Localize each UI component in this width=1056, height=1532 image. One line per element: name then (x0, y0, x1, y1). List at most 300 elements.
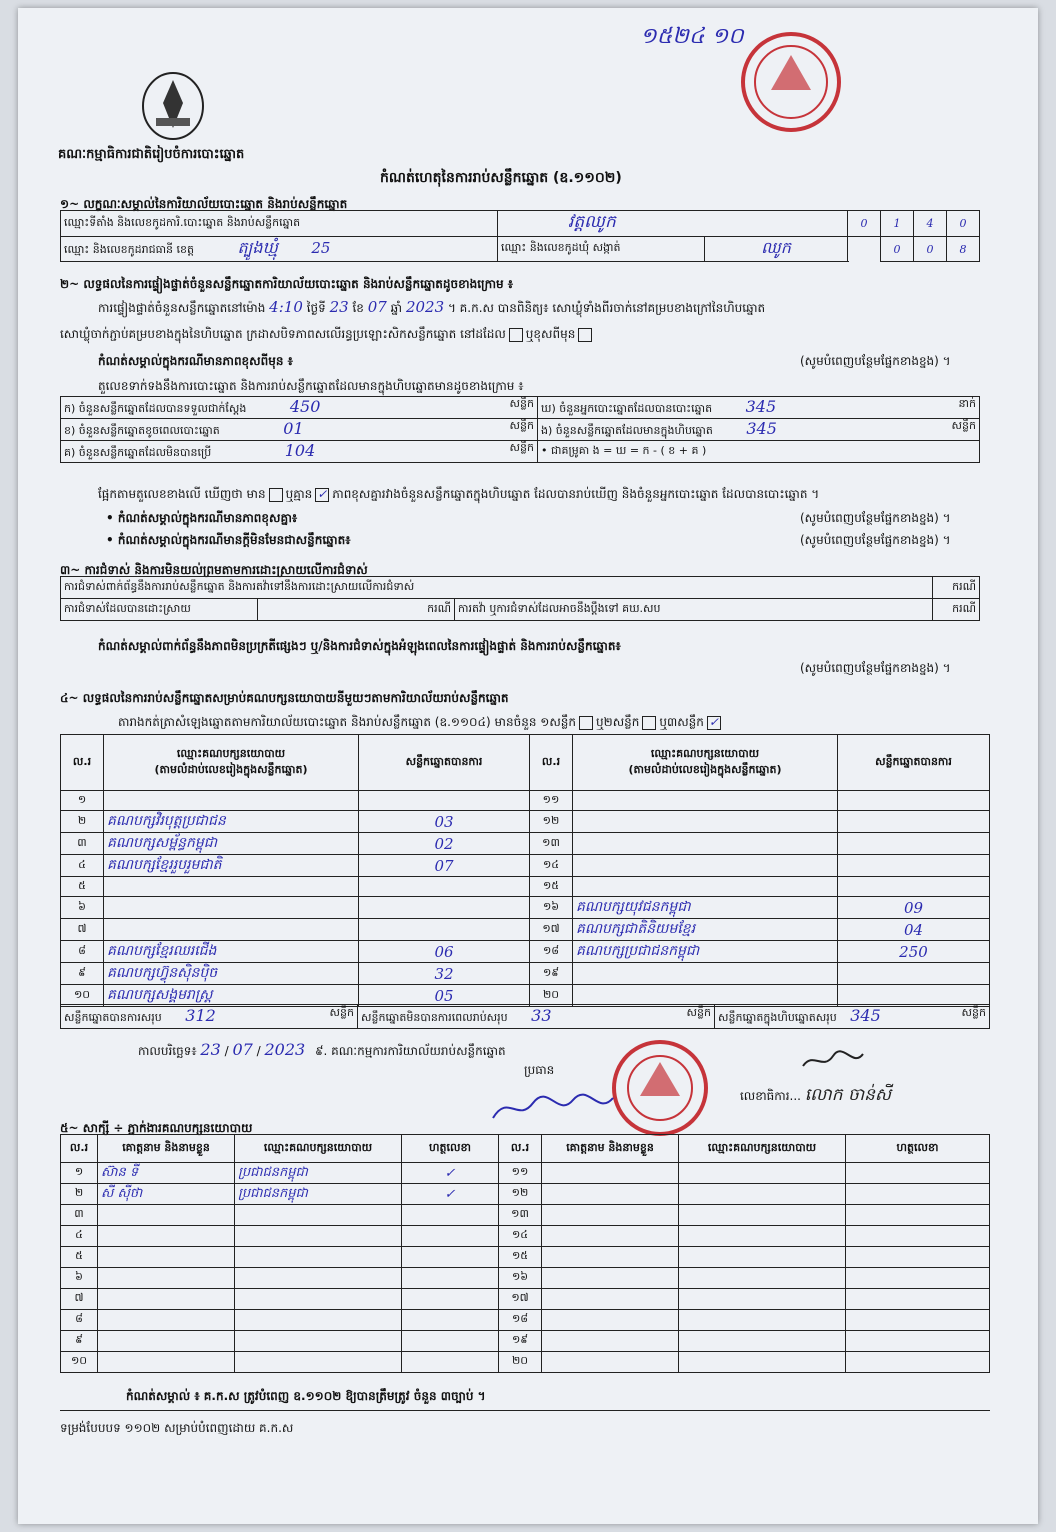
figure-b-value: 01 (283, 419, 304, 438)
row-no: ១០ (61, 985, 104, 1007)
row-no: ៨ (61, 941, 104, 963)
party-name (573, 855, 838, 877)
tally-two-label: ឬ២សន្លឹក (596, 715, 640, 729)
party-name: គណបក្សសម្ព័ន្ធកម្ពុជា (104, 833, 359, 855)
irregularity-note: កំណត់សម្គាល់ពាក់ព័ន្ធនឹងភាពមិនប្រក្រតីផ្សេងៗ ឬ/និងការជំទាស់ក្នុងអំឡុងពេលនៃការផ្ទៀងផ្ទាត់ និងការរាប់សន្លឹកឆ្នោត៖ (98, 639, 621, 653)
discrepancy-line (98, 486, 819, 504)
footer-form-id: ទម្រង់បែបបទ ១១០២ សម្រាប់បំពេញដោយ គ.ក.ស (60, 1421, 294, 1435)
witness-party (679, 1331, 846, 1352)
witness-signature (402, 1331, 499, 1352)
commune-code-2: 0 (914, 237, 947, 262)
table-row (61, 1205, 990, 1226)
witness-party (235, 1205, 402, 1226)
verif-month: 07 (367, 298, 387, 316)
witness-no: ២ (61, 1184, 98, 1205)
witness-no: ៨ (61, 1310, 98, 1331)
figure-a-value: 450 (289, 397, 321, 416)
table-row (61, 941, 990, 963)
party-name: គណបក្សយុវជនកម្ពុជា (573, 897, 838, 919)
location-value: វត្តឈូក (498, 211, 848, 237)
objections-resolved: ការជំទាស់ដែលបានដោះស្រាយ (61, 599, 258, 621)
form-title: កំណត់ហេតុនៃការរាប់សន្លឹកឆ្នោត (ឧ.១១០២) (380, 170, 622, 186)
party-votes (838, 877, 990, 897)
party-name: គណបក្សខ្មែរឈរជើង (104, 941, 359, 963)
figure-d-value: 345 (745, 397, 777, 416)
total-invalid-label: សន្លឹកឆ្នោតមិនបានការពេលរាប់សរុប (361, 1011, 508, 1024)
section1-title: ១~ លក្ខណៈសម្គាល់នៃការិយាល័យបោះឆ្នោត និងរាប់សន្លឹកឆ្នោត (60, 197, 348, 211)
witness-party (679, 1352, 846, 1373)
commune-value: ឈូក (705, 237, 848, 262)
objections-row1: ការជំទាស់ពាក់ព័ន្ធនឹងការរាប់សន្លឹកឆ្នោត និងការតវ៉ាទៅនឹងការដោះស្រាយលើការជំទាស់ (61, 577, 933, 599)
figure-d-unit: នាក់ (958, 397, 976, 410)
witness-signature (846, 1247, 990, 1268)
figure-a-unit: សន្លឹក (509, 397, 534, 410)
chair-label: ប្រធាន (524, 1063, 555, 1077)
witness-signature (846, 1226, 990, 1247)
witness-no: ៧ (61, 1289, 98, 1310)
party-name (573, 791, 838, 811)
witness-no: ១៤ (499, 1226, 542, 1247)
location-code-2: 1 (881, 211, 914, 237)
party-name: គណបក្សជាតិនិយមខ្មែរ (573, 919, 838, 941)
figure-a-label: ក) ចំនួនសន្លឹកឆ្នោតដែលបានទទួលជាក់ស្តែង (64, 402, 247, 415)
witness-signature (846, 1352, 990, 1373)
party-name (104, 791, 359, 811)
red-seal-top (736, 30, 846, 135)
table-row (61, 1163, 990, 1184)
location-code-3: 4 (914, 211, 947, 237)
location-code-4: 0 (947, 211, 980, 237)
table-row (61, 1289, 990, 1310)
verif-time-label: ការផ្ទៀងផ្ទាត់ចំនួនសន្លឹកឆ្នោតនៅម៉ោង (98, 301, 266, 315)
party-votes (359, 791, 530, 811)
table-row (61, 1268, 990, 1289)
note-fill-2: (សូមបំពេញបន្ថែមផ្នែកខាងខ្នង) ។ (800, 511, 951, 525)
table-row (61, 877, 990, 897)
col-party-right-text: ឈ្មោះគណបក្សនយោបាយ (650, 746, 760, 760)
witness-party (235, 1268, 402, 1289)
row-no: ៣ (61, 833, 104, 855)
witness-signature (846, 1205, 990, 1226)
figure-d (538, 397, 980, 419)
party-name (573, 811, 838, 833)
footer-note: កំណត់សម្គាល់ ៖ គ.ក.ស ត្រូវបំពេញ ឧ.១១០២ ឱ្យបានត្រឹមត្រូវ ចំនួន ៣ច្បាប់ ។ (126, 1389, 486, 1403)
commune-label: ឈ្មោះ និងលេខកូដឃុំ សង្កាត់ (498, 237, 705, 262)
note-fill-4: (សូមបំពេញបន្ថែមផ្នែកខាងខ្នង) ។ (800, 661, 951, 675)
row-no: ១៣ (530, 833, 573, 855)
witness-name (98, 1289, 235, 1310)
witness-signature: ✓ (402, 1184, 499, 1205)
party-votes: 05 (359, 985, 530, 1007)
figure-b-unit: សន្លឹក (509, 419, 534, 432)
row-no: ១២ (530, 811, 573, 833)
figures-intro: តួលេខទាក់ទងនឹងការបោះឆ្នោត និងការរាប់សន្លឹកឆ្នោតដែលមានក្នុងហិបឆ្នោតមានដូចខាងក្រោម ៖ (98, 379, 524, 393)
witness-no: ១៥ (499, 1247, 542, 1268)
section4-title: ៤~ លទ្ធផលនៃការរាប់សន្លឹកឆ្នោតសម្រាប់គណបក្សនយោបាយនីមួយៗតាមការិយាល័យរាប់សន្លឹកឆ្នោត (60, 691, 509, 705)
section5-title: ៥~ សាក្សី ÷ ភ្នាក់ងារគណបក្សនយោបាយ (60, 1121, 253, 1135)
witness-party: ប្រជាជនកម្ពុជា (235, 1184, 402, 1205)
note-discrepancy: • កំណត់សម្គាល់ក្នុងករណីមានភាពខុសគ្នា៖ (106, 511, 298, 525)
witness-party (679, 1289, 846, 1310)
figures-row (61, 397, 980, 419)
table-row (61, 855, 990, 877)
note-diff-label: កំណត់សម្គាល់ក្នុងករណីមានភាពខុសពីមុន ៖ (98, 354, 293, 368)
date-line: កាលបរិច្ឆេទ៖ 23 / 07 / 2023 ៩. គណៈកម្មការការិយាល័យរាប់សន្លឹកឆ្នោត (138, 1040, 506, 1059)
party-name (573, 833, 838, 855)
witness-no: ៥ (61, 1247, 98, 1268)
secretary-label: លេខាធិការ (740, 1089, 790, 1103)
w-col-no-right: ល.រ (499, 1135, 542, 1163)
date-day: 23 (200, 1040, 221, 1059)
witness-name (542, 1289, 679, 1310)
form-sheet (18, 8, 1038, 1524)
figure-a (61, 397, 538, 419)
location-label: ឈ្មោះទីតាំង និងលេខកូដការិ.បោះឆ្នោត និងរាប់សន្លឹកឆ្នោត (61, 211, 498, 237)
row-no: ៥ (61, 877, 104, 897)
lock-line (60, 326, 595, 344)
table-row (61, 811, 990, 833)
witness-no: ១៦ (499, 1268, 542, 1289)
total-valid-value: 312 (185, 1006, 216, 1025)
witness-party (235, 1289, 402, 1310)
tally-three-checkbox[interactable]: ✓ (708, 714, 719, 729)
org-name: គណៈកម្មាធិការជាតិរៀបចំការបោះឆ្នោត (58, 147, 245, 162)
row-no: ២០ (530, 985, 573, 1007)
secretary-signature (798, 1046, 868, 1076)
discrepancy-no-checkbox[interactable]: ✓ (317, 486, 328, 501)
witness-name (542, 1247, 679, 1268)
lock-line-text: សោឃ្លុំចាក់ភ្ជាប់គម្របខាងក្នុងនៃហិបឆ្នោត ក្រដាសបិទភាពសលើរន្ធប្រឡោះសិកសន្លឹកឆ្នោត នៅដដែល (60, 327, 506, 341)
party-votes (838, 855, 990, 877)
w-col-name-right: គោត្តនាម និងនាមខ្លួន (542, 1135, 679, 1163)
col-party-right (573, 735, 838, 791)
figure-b-label: ខ) ចំនួនសន្លឹកឆ្នោតខូចពេលបោះឆ្នោត (64, 424, 220, 437)
table-row (61, 1184, 990, 1205)
witness-party (235, 1247, 402, 1268)
party-votes (359, 897, 530, 919)
location-code-1: 0 (848, 211, 881, 237)
province-value: ត្បូងឃ្មុំ (237, 238, 278, 257)
party-name (104, 877, 359, 897)
witness-no: ១ (61, 1163, 98, 1184)
witness-name: សី ស៊ីថា (98, 1184, 235, 1205)
verif-line-rest: ។ គ.ក.ស បានពិនិត្យ៖ សោឃ្លុំទាំងពីរចាក់នៅគម្របខាងក្រៅនៃហិបឆ្នោត (447, 301, 766, 315)
party-name: គណបក្សខ្មែររួបរួមជាតិ (104, 855, 359, 877)
table-row (61, 963, 990, 985)
party-name (573, 963, 838, 985)
committee-label: ៩. គណៈកម្មការការិយាល័យរាប់សន្លឹកឆ្នោត (315, 1044, 506, 1058)
witness-name (542, 1226, 679, 1247)
figures-row (61, 441, 980, 463)
witness-party (679, 1247, 846, 1268)
party-votes: 250 (838, 941, 990, 963)
objections-case-2: ករណី (258, 599, 455, 621)
figures-row (61, 419, 980, 441)
chair-signature (488, 1088, 618, 1128)
table-row (61, 1331, 990, 1352)
witness-signature (846, 1289, 990, 1310)
date-month: 07 (232, 1040, 253, 1059)
witness-name (98, 1268, 235, 1289)
witness-signature (846, 1310, 990, 1331)
party-name (573, 877, 838, 897)
objections-appeal: ការតវ៉ា ឬការជំទាស់ដែលអាចនឹងប្តឹងទៅ គឃ.សប (455, 599, 933, 621)
discrepancy-yes-label: ផ្អែកតាមតួលេខខាងលើ ឃើញថា មាន (98, 487, 266, 501)
witness-no: ២០ (499, 1352, 542, 1373)
note-fill-1: (សូមបំពេញបន្ថែមផ្នែកខាងខ្នង) ។ (800, 354, 951, 368)
witness-no: ១០ (61, 1352, 98, 1373)
witness-signature (402, 1310, 499, 1331)
date-year: 2023 (264, 1040, 306, 1059)
tally-two-checkbox[interactable] (642, 716, 656, 730)
table-row (61, 1352, 990, 1373)
witness-signature (846, 1268, 990, 1289)
witness-no: ១៧ (499, 1289, 542, 1310)
different-checkbox[interactable] (578, 328, 592, 342)
same-checkbox[interactable] (509, 328, 523, 342)
secretary-line: លេខាធិការ... លោក ចាន់សី (740, 1085, 892, 1105)
verif-year-label: ឆ្នាំ (390, 301, 403, 315)
party-name (104, 897, 359, 919)
col-votes-left: សន្លឹកឆ្នោតបានការ (359, 735, 530, 791)
row-no: ១៩ (530, 963, 573, 985)
witness-no: ៦ (61, 1268, 98, 1289)
witness-name (542, 1163, 679, 1184)
w-col-sign-left: ហត្ថលេខា (402, 1135, 499, 1163)
party-votes (838, 833, 990, 855)
party-name: គណបក្សហ៊្វុនស៊ិនប៉ិច (104, 963, 359, 985)
col-no-right: ល.រ (530, 735, 573, 791)
witness-no: ៣ (61, 1205, 98, 1226)
table-row (61, 1226, 990, 1247)
witness-signature (402, 1352, 499, 1373)
province-label (61, 237, 498, 262)
witness-name (542, 1205, 679, 1226)
witness-party: ប្រជាជនកម្ពុជា (235, 1163, 402, 1184)
figure-c-value: 104 (284, 441, 316, 460)
total-box-value: 345 (850, 1006, 881, 1025)
figure-d-label: ឃ) ចំនួនអ្នកបោះឆ្នោតដែលបានបោះឆ្នោត (541, 402, 713, 415)
objections-case-3: ករណី (932, 599, 979, 621)
witness-signature (402, 1205, 499, 1226)
tally-three-label: ឬ៣សន្លឹក (659, 715, 704, 729)
secretary-name: លោក ចាន់សី (804, 1085, 892, 1105)
total-box (715, 1005, 990, 1029)
table-row (61, 897, 990, 919)
col-party-left-text: ឈ្មោះគណបក្សនយោបាយ (176, 746, 286, 760)
witness-signature (402, 1289, 499, 1310)
province-code: 25 (311, 239, 331, 257)
witness-no: ១៨ (499, 1310, 542, 1331)
verif-year: 2023 (405, 298, 445, 316)
note-nonballot: • កំណត់សម្គាល់ក្នុងករណីមានក្តីមិនមែនជាសន្លឹកឆ្នោត៖ (106, 533, 351, 547)
party-votes: 06 (359, 941, 530, 963)
row-no: ២ (61, 811, 104, 833)
figure-c (61, 441, 538, 463)
party-votes: 02 (359, 833, 530, 855)
w-col-no-left: ល.រ (61, 1135, 98, 1163)
discrepancy-no-label: ឬគ្មាន (285, 487, 313, 501)
verif-month-label: ខែ (352, 301, 364, 315)
party-name: គណបក្សប្រជាជនកម្ពុជា (573, 941, 838, 963)
figure-c-label: គ) ចំនួនសន្លឹកឆ្នោតដែលមិនបានប្រើ (64, 446, 212, 459)
row-no: ១៨ (530, 941, 573, 963)
witness-name (98, 1247, 235, 1268)
witness-name (542, 1184, 679, 1205)
total-invalid-value: 33 (531, 1006, 552, 1025)
party-votes (838, 791, 990, 811)
total-invalid-unit: សន្លឹក (686, 1006, 711, 1019)
witness-signature (846, 1163, 990, 1184)
witness-signature (402, 1268, 499, 1289)
witness-signature (402, 1226, 499, 1247)
row-no: ១៧ (530, 919, 573, 941)
discrepancy-yes-checkbox[interactable] (269, 488, 283, 502)
w-col-party-right: ឈ្មោះគណបក្សនយោបាយ (679, 1135, 846, 1163)
witness-party (235, 1226, 402, 1247)
witness-party (679, 1226, 846, 1247)
witness-name (542, 1310, 679, 1331)
verif-time: 4:10 (269, 298, 303, 316)
row-no: ១៥ (530, 877, 573, 897)
table-row (61, 833, 990, 855)
verif-day: 23 (329, 298, 349, 316)
witness-table (60, 1134, 990, 1373)
figure-e (538, 419, 980, 441)
note-fill-3: (សូមបំពេញបន្ថែមផ្នែកខាងខ្នង) ។ (800, 533, 951, 547)
discrepancy-text: ភាពខុសគ្នារវាងចំនួនសន្លឹកឆ្នោតក្នុងហិបឆ្នោត ដែលបានរាប់ឃើញ និងចំនួនអ្នកបោះឆ្នោត ដែលបានបោះឆ្នោត ។ (332, 487, 820, 501)
total-valid-label: សន្លឹកឆ្នោតបានការសរុប (64, 1011, 162, 1024)
witness-party (679, 1184, 846, 1205)
witness-name (98, 1331, 235, 1352)
witness-no: ១២ (499, 1184, 542, 1205)
total-invalid (358, 1005, 715, 1029)
witness-party (679, 1310, 846, 1331)
party-votes (359, 919, 530, 941)
witness-no: ១១ (499, 1163, 542, 1184)
witness-name: ស៊ាន ទី (98, 1163, 235, 1184)
section2-title: ២~ លទ្ធផលនៃការផ្ទៀងផ្ទាត់ចំនួនសន្លឹកឆ្នោតការិយាល័យបោះឆ្នោត និងរាប់សន្លឹកឆ្នោតដូចខាងក្រោម ៖ (60, 277, 514, 291)
total-valid (61, 1005, 358, 1029)
table-row (61, 1310, 990, 1331)
row-no: ៧ (61, 919, 104, 941)
witness-name (98, 1310, 235, 1331)
row-no: ៩ (61, 963, 104, 985)
w-col-party-left: ឈ្មោះគណបក្សនយោបាយ (235, 1135, 402, 1163)
witness-signature (402, 1247, 499, 1268)
witness-name (542, 1331, 679, 1352)
commune-code-3: 8 (947, 237, 980, 262)
total-valid-unit: សន្លឹក (329, 1006, 354, 1019)
table-row (61, 1247, 990, 1268)
section1-table (60, 210, 980, 262)
party-votes: 32 (359, 963, 530, 985)
party-votes (359, 877, 530, 897)
w-col-sign-right: ហត្ថលេខា (846, 1135, 990, 1163)
date-label: កាលបរិច្ឆេទ៖ (138, 1044, 197, 1058)
commune-code-1: 0 (881, 237, 914, 262)
witness-signature (846, 1331, 990, 1352)
party-name (104, 919, 359, 941)
figure-e-value: 345 (746, 419, 777, 438)
ballot-figures-table (60, 396, 980, 463)
results-table (60, 734, 990, 1007)
figure-b (61, 419, 538, 441)
witness-party (679, 1205, 846, 1226)
row-no: ១ (61, 791, 104, 811)
col-party-left (104, 735, 359, 791)
row-no: ១៤ (530, 855, 573, 877)
total-box-unit: សន្លឹក (961, 1006, 986, 1019)
witness-name (98, 1226, 235, 1247)
footer-divider (60, 1410, 990, 1411)
party-votes: 03 (359, 811, 530, 833)
figure-e-label: ង) ចំនួនសន្លឹកឆ្នោតដែលមានក្នុងហិបឆ្នោត (541, 424, 713, 437)
witness-party (679, 1163, 846, 1184)
objections-table (60, 576, 980, 621)
tally-one-label: តារាងកត់ត្រាសំឡេងឆ្នោតតាមការិយាល័យបោះឆ្នោត និងរាប់សន្លឹកឆ្នោត (ឧ.១១០៤) មានចំនួន ១សន្លឹក (118, 715, 576, 729)
col-votes-right: សន្លឹកឆ្នោតបានការ (838, 735, 990, 791)
witness-no: ១៩ (499, 1331, 542, 1352)
witness-signature: ✓ (402, 1163, 499, 1184)
row-no: ១៦ (530, 897, 573, 919)
witness-party (235, 1310, 402, 1331)
party-votes: 09 (838, 897, 990, 919)
table-row (61, 919, 990, 941)
witness-no: ៤ (61, 1226, 98, 1247)
party-name: គណបក្សវិរបុត្តប្រជាជន (104, 811, 359, 833)
section3-title: ៣~ ការជំទាស់ និងការមិនយល់ព្រមតាមការដោះស្រាយលើការជំទាស់ (60, 563, 368, 577)
emblem-logo (138, 68, 208, 143)
row-no: ៦ (61, 897, 104, 919)
party-name: គណបក្សសង្គមរាស្ត្រ (104, 985, 359, 1007)
witness-name (542, 1352, 679, 1373)
figure-c-unit: សន្លឹក (509, 441, 534, 454)
party-votes: 04 (838, 919, 990, 941)
witness-no: ៩ (61, 1331, 98, 1352)
witness-party (235, 1352, 402, 1373)
province-label-text: ឈ្មោះ និងលេខកូដរាជធានី ខេត្ត (64, 243, 194, 256)
tally-sheet-count (118, 714, 724, 732)
party-votes (838, 811, 990, 833)
witness-name (98, 1352, 235, 1373)
table-row (61, 791, 990, 811)
lock-or-text: ឬខុសពីមុន (525, 327, 576, 341)
w-col-name-left: គោត្តនាម និងនាមខ្លួន (98, 1135, 235, 1163)
results-totals (60, 1004, 990, 1029)
witness-signature (846, 1184, 990, 1205)
row-no: ៤ (61, 855, 104, 877)
col-no-left: ល.រ (61, 735, 104, 791)
objections-case-1: ករណី (932, 577, 979, 599)
total-box-label: សន្លឹកឆ្នោតក្នុងហិបឆ្នោតសរុប (718, 1011, 837, 1024)
col-party-right-sub: (តាមលំដាប់លេខរៀងក្នុងសន្លឹកឆ្នោត) (628, 762, 782, 776)
witness-party (679, 1268, 846, 1289)
tally-one-checkbox[interactable] (579, 716, 593, 730)
top-handwritten-number: ១៥២៤ ១០ (640, 24, 744, 49)
party-votes: 07 (359, 855, 530, 877)
figure-e-unit: សន្លឹក (951, 419, 976, 432)
witness-name (98, 1205, 235, 1226)
witness-name (542, 1268, 679, 1289)
verification-line (98, 298, 765, 318)
witness-no: ១៣ (499, 1205, 542, 1226)
col-party-left-sub: (តាមលំដាប់លេខរៀងក្នុងសន្លឹកឆ្នោត) (154, 762, 308, 776)
formula: • ជាគម្រូគា ង = ឃ = ក - ( ខ + គ ) (538, 441, 980, 463)
witness-party (235, 1331, 402, 1352)
row-no: ១១ (530, 791, 573, 811)
party-votes (838, 963, 990, 985)
